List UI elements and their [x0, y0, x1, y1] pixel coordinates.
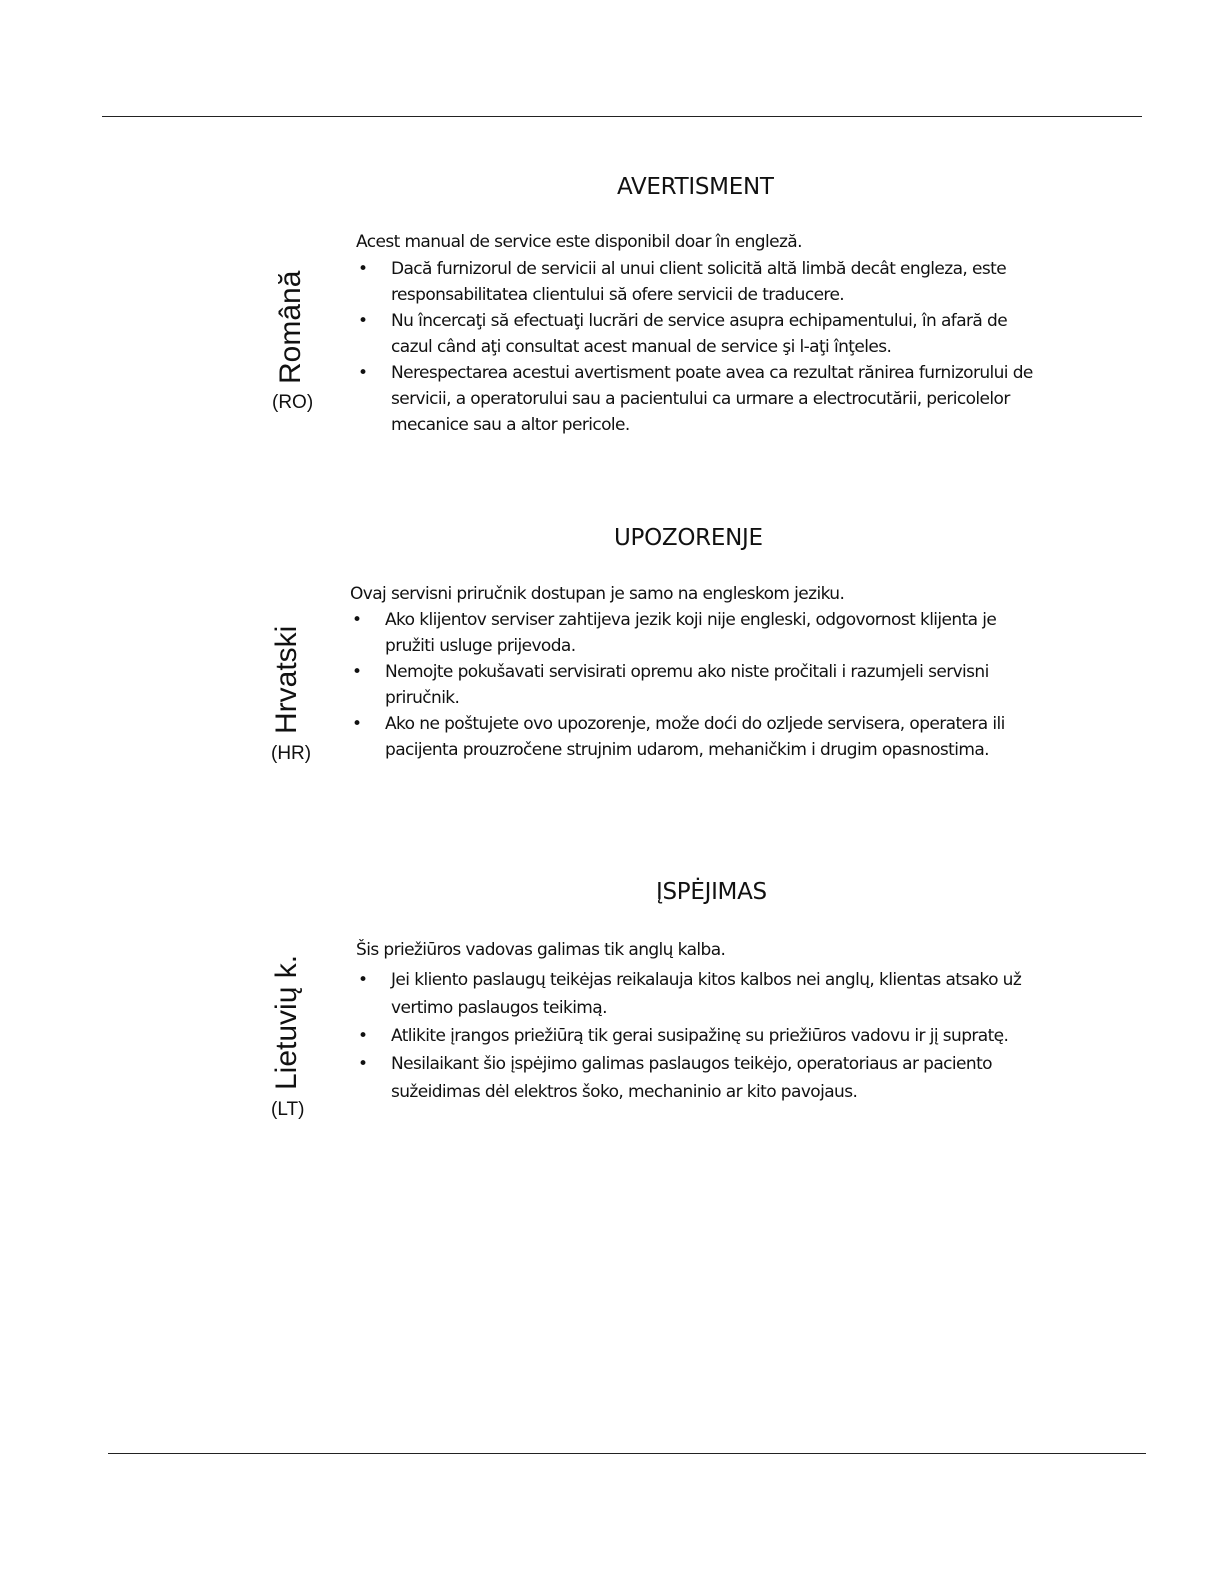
list-item: • Nesilaikant šio įspėjimo galimas paslaugos teikėjo, operatoriaus ar paciento sužeidimas dėl elektros šoko, mechaninio ar kito pavojaus.	[358, 1054, 992, 1102]
list-item: • Ako klijentov serviser zahtijeva jezik koji nije engleski, odgovornost klijenta je pružiti usluge prijevoda.	[352, 610, 997, 656]
list-item: • Ako ne poštujete ovo upozorenje, može doći do ozljede servisera, operatera ili pacijenta prouzročene strujnim udarom, mehaničkim i drugim opasnostima.	[352, 714, 1005, 760]
list-item: • Atlikite įrangos priežiūrą tik gerai susipažinę su priežiūros vadovu ir jį supratę.	[358, 1026, 1009, 1046]
language-name: Română	[274, 270, 307, 384]
language-code: (LT)	[271, 1099, 305, 1120]
language-name: Hrvatski	[270, 625, 303, 734]
bullet-text: Nu încercaţi să efectuaţi lucrări de service asupra echipamentului, în afară de cazul când aţi consultat acest manual de service şi l-aţi înţeles.	[391, 311, 1008, 357]
bullet-text: Nerespectarea acestui avertisment poate avea ca rezultat rănirea furnizorului de servicii, a operatorului sau a pacientului ca urmare a electrocutării, pericolelor mecanice sau a altor pericole.	[391, 363, 1033, 435]
warning-bullet-list	[350, 607, 1035, 763]
list-item: • Nemojte pokušavati servisirati opremu ako niste pročitali i razumjeli servisni priručnik.	[352, 662, 989, 708]
list-item: • Nu încercaţi să efectuaţi lucrări de service asupra echipamentului, în afară de cazul când aţi consultat acest manual de service şi l-aţi înţeles.	[358, 311, 1008, 357]
language-name: Lietuvių k.	[270, 954, 303, 1090]
header-rule	[102, 116, 1142, 117]
warning-intro: Ovaj servisni priručnik dostupan je samo na engleskom jeziku.	[350, 584, 845, 604]
warning-heading: UPOZORENJE	[614, 525, 763, 551]
warning-intro: Acest manual de service este disponibil doar în engleză.	[356, 232, 802, 252]
bullet-text: Dacă furnizorul de servicii al unui client solicită altă limbă decât engleza, este responsabilitatea clientului să ofere servicii de traducere.	[391, 259, 1007, 305]
bullet-text: Jei kliento paslaugų teikėjas reikalauja kitos kalbos nei anglų, klientas atsako už vertimo paslaugos teikimą.	[391, 970, 1022, 1018]
bullet-text: Nesilaikant šio įspėjimo galimas paslaugos teikėjo, operatoriaus ar paciento sužeidimas dėl elektros šoko, mechaninio ar kito pavojaus.	[391, 1054, 992, 1102]
bullet-text: Ako ne poštujete ovo upozorenje, može doći do ozljede servisera, operatera ili pacijenta prouzročene strujnim udarom, mehaničkim i drugim opasnostima.	[385, 714, 1005, 760]
language-code: (RO)	[272, 392, 314, 413]
warning-heading: ĮSPĖJIMAS	[656, 879, 767, 905]
bullet-text: Nemojte pokušavati servisirati opremu ako niste pročitali i razumjeli servisni priručnik.	[385, 662, 989, 708]
warning-heading: AVERTISMENT	[617, 174, 774, 200]
bullet-text: Ako klijentov serviser zahtijeva jezik koji nije engleski, odgovornost klijenta je pružiti usluge prijevoda.	[385, 610, 997, 656]
list-item: • Nerespectarea acestui avertisment poate avea ca rezultat rănirea furnizorului de servicii, a operatorului sau a pacientului ca urmare a electrocutării, pericolelor mecanice sau a altor pericole.	[358, 363, 1033, 435]
bullet-text: Atlikite įrangos priežiūrą tik gerai susipažinę su priežiūros vadovu ir jį supratę.	[391, 1026, 1009, 1046]
list-item: • Jei kliento paslaugų teikėjas reikalauja kitos kalbos nei anglų, klientas atsako už vertimo paslaugos teikimą.	[358, 970, 1022, 1018]
warning-bullet-list	[356, 256, 1041, 438]
footer-rule	[108, 1453, 1146, 1454]
warning-intro: Šis priežiūros vadovas galimas tik anglų kalba.	[356, 940, 726, 960]
language-code: (HR)	[271, 743, 312, 764]
list-item: • Dacă furnizorul de servicii al unui client solicită altă limbă decât engleza, este responsabilitatea clientului să ofere servicii de traducere.	[358, 259, 1007, 305]
warning-bullet-list	[356, 966, 1041, 1106]
